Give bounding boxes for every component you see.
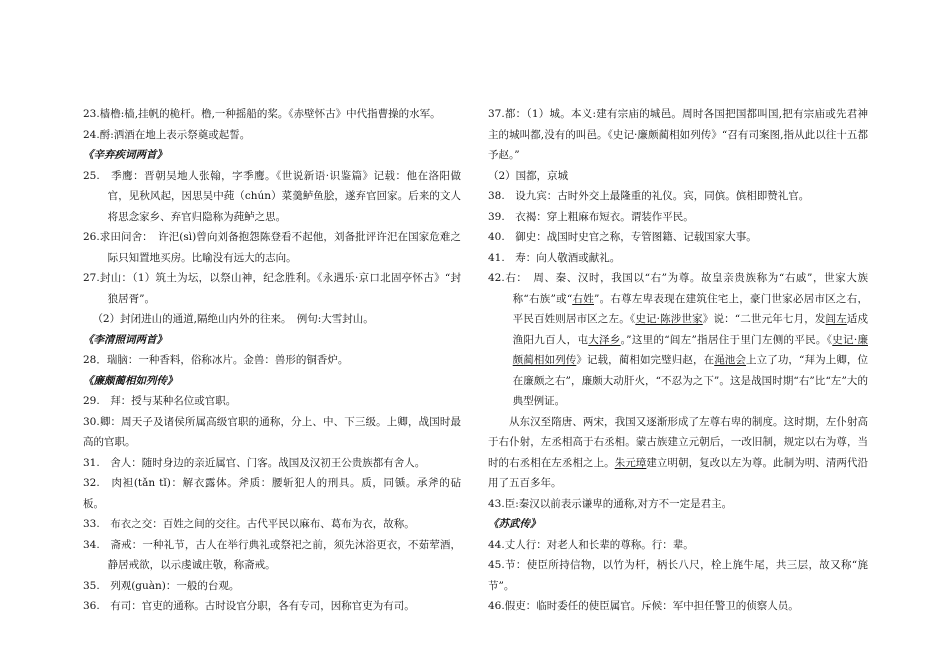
term-shiji-lian-po: 史记·廉颇蔺相如列传 (512, 333, 868, 366)
note-38: 38. 设九宾：古时外交上最隆重的礼仪。宾，同傧。傧相即赞礼官。 (488, 190, 810, 202)
section-heading-xin-qiji: 《辛弃疾词两首》 (83, 149, 167, 161)
term-lv-zuo: 闾左 (825, 313, 847, 325)
term-mian-chi-hui: 渑池会 (714, 354, 747, 366)
note-45: 45.节：使臣所持信物，以竹为杆，柄长八尺，栓上旄牛尾，共三层，故又称“旄节”。 (488, 559, 868, 592)
note-37: 37.都：（1）城。本义:建有宗庙的城邑。周时各国把国都叫国,把有宗庙或先君神主的城叫都,没有的叫邑。《史记·廉颇蔺相如列传》“召有司案图,指从此以往十五都予赵。” (488, 108, 868, 161)
term-shiji-chen-she: 史记·陈涉世家 (635, 313, 703, 325)
note-23: 23.樯橹:樯,挂帆的桅杆。橹,一种摇船的桨。《赤壁怀古》中代指曹操的水军。 (83, 108, 441, 120)
note-43: 43.臣:秦汉以前表示谦卑的通称,对方不一定是君主。 (488, 497, 733, 510)
note-41: 41. 寿：向人敬酒或献礼。 (488, 251, 621, 264)
note-42-text: 》说：“二世元年七月，发 (702, 313, 826, 325)
note-37-sense-2: （2）国都，京城 (488, 169, 569, 182)
note-30: 30.卿：周天子及诸侯所属高级官职的通称，分上、中、下三级。上卿，战国时最高的官职。 (83, 415, 461, 448)
note-26: 26.求田问舍： 许汜(sì)曾向刘备抱怨陈登看不起他，刘备批评许汜在国家危难之际只知置地买房。比喻没有远大的志向。 (83, 231, 461, 264)
right-column (488, 104, 868, 617)
left-column (83, 104, 461, 617)
section-heading-lian-po: 《廉颇蔺相如列传》 (83, 374, 178, 387)
note-42-text: 42.右： 周、秦、汉时，我国以“右”为尊。故皇亲贵族称为“右戚”，世家大族称“右族”或“ (488, 272, 868, 305)
note-42-text: 》记载，蔺相如完璧归赵，在 (576, 354, 715, 366)
note-42-text: 适戍渔阳九百人，屯 (512, 313, 869, 346)
note-42-text: 建立明朝，复改以左为尊。此制为明、清两代沿用了五百多年。 (488, 456, 869, 489)
note-27-sense-2: （2）封闭进山的通道,隔绝山内外的往来。 例句:大雪封山。 (92, 313, 374, 325)
term-zhu-yuanzhang: 朱元璋 (614, 456, 647, 469)
note-42-text: ”。右尊左卑表现在建筑住宅上，豪门世家必居市区之右，平民百姓则居市区之左。《 (512, 292, 869, 325)
note-35: 35. 列观(guàn)：一般的台观。 (83, 579, 240, 592)
note-42-text: 。”这里的“闾左”指居住于里门左侧的平民。《 (620, 333, 833, 346)
note-44: 44.丈人行：对老人和长辈的尊称。行：辈。 (488, 538, 694, 551)
note-28: 28．瑞脑：一种香料，俗称冰片。金兽：兽形的铜香炉。 (83, 354, 349, 366)
note-39: 39. 衣褐：穿上粗麻布短衣。谓装作平民。 (488, 210, 694, 223)
note-34: 34. 斋戒：一种礼节，古人在举行典礼或祭祀之前，须先沐浴更衣，不茹荤酒，静居戒欲，以示虔诚庄敬，称斋戒。 (83, 538, 461, 571)
note-36: 36. 有司：官吏的通称。古时设官分职，各有专司，因称官吏为有司。 (83, 600, 415, 612)
section-heading-li-qingzhao: 《李清照词两首》 (83, 333, 167, 346)
note-29: 29. 拜：授与某种名位或官职。 (83, 395, 237, 407)
note-24: 24.酹:洒酒在地上表示祭奠或起誓。 (83, 128, 251, 141)
note-46: 46.假吏：临时委任的使臣属官。斥候：军中担任警卫的侦察人员。 (488, 600, 799, 612)
note-25: 25. 季鹰：晋朝吴地人张翰，字季鹰。《世说新语·识鉴篇》记载：他在洛阳做官，见秋风起，因思吴中莼（chún）菜羹鲈鱼脍，遂弃官回家。后来的文人将思念家乡、弃官归隐称为莼鲈之思。 (83, 169, 461, 223)
note-32: 32. 肉袒(tǎn tǐ)：解衣露体。斧质：腰斩犯人的刑具。质，同锧。承斧的砧板。 (83, 477, 461, 510)
note-42-paragraph-2 (488, 412, 868, 494)
note-40: 40. 御史：战国时史官之称，专管图籍、记载国家大事。 (488, 231, 757, 243)
note-31: 31. 舍人：随时身边的亲近属官、门客。战国及汉初王公贵族都有舍人。 (83, 456, 426, 469)
term-you-xing: 右姓 (572, 292, 594, 305)
term-da-ze-xiang: 大泽乡 (588, 333, 621, 346)
note-33: 33. 布衣之交：百姓之间的交往。古代平民以麻布、葛布为衣，故称。 (83, 518, 415, 530)
note-27: 27.封山：（1）筑土为坛，以祭山神，纪念胜利。《永遇乐·京口北固亭怀古》“封狼居胥”。 (83, 272, 461, 305)
note-42-text: 上立了功，“拜为上卿，位在廉颇之右”，廉颇大动肝火，“不忍为之下”。这是战国时期“右”比“左”大的典型例证。 (512, 354, 869, 407)
note-42 (488, 268, 868, 412)
note-42-text: 从东汉至隋唐、两宋，我国又逐渐形成了左尊右卑的制度。这时期，左仆射高于右仆射，左丞相高于右丞相。蒙古族建立元朝后，一改旧制，规定以右为尊，当时的右丞相在左丞相之上。 (488, 415, 868, 469)
section-heading-su-wu: 《苏武传》 (488, 518, 541, 530)
